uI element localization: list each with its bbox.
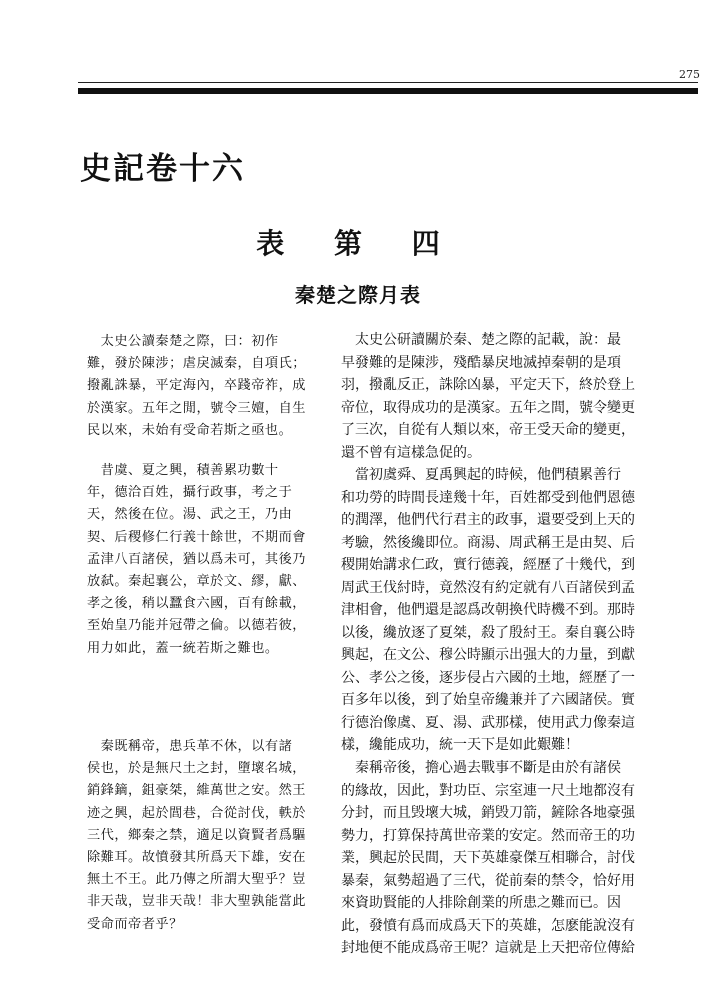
modern-paragraph-3 [341, 757, 635, 960]
text-line: 稷開始講求仁政，實行德義，經歷了十幾代，到 [341, 557, 635, 573]
text-line: 非天哉，豈非天哉！非大聖孰能當此 [87, 894, 306, 910]
text-line: 了三次，自從有人類以來，帝王受天命的變更， [341, 422, 635, 438]
text-line: 秦稱帝後，擔心過去戰事不斷是由於有諸侯 [341, 760, 621, 776]
text-line: 此，發憤有爲而成爲天下的英雄，怎麽能說沒有 [341, 917, 635, 934]
text-line: 公、孝公之後，逐步侵占六國的土地，經歷了一 [341, 669, 635, 686]
text-line: 早發難的是陳涉，殘酷暴戾地滅掉秦朝的是項 [341, 354, 621, 371]
text-line: 三代，鄉秦之禁，適足以資賢者爲驅 [87, 827, 306, 843]
text-line: 年，德洽百姓，攝行政事，考之于 [87, 485, 293, 501]
text-line: 於漢家。五年之閒，號令三嬗，自生 [87, 400, 306, 416]
header-rule-thick [78, 88, 698, 94]
text-line: 以後，纔放逐了夏桀，殺了殷紂王。秦自襄公時 [341, 624, 635, 641]
classical-paragraph-3 [87, 736, 306, 936]
text-line: 暴秦，氣勢超過了三代，從前秦的禁令，恰好用 [341, 872, 635, 889]
text-line: 的潤澤，他們代行君主的政事，還要受到上天的 [341, 512, 635, 528]
text-line: 撥亂誅暴，平定海內，卒踐帝祚，成 [87, 378, 306, 394]
text-line: 帝位，取得成功的是漢家。五年之間，號令變更 [341, 399, 635, 416]
text-line: 昔虞、夏之興，積善累功數十 [87, 463, 279, 478]
text-line: 興起，在文公、穆公時顯示出强大的力量，到獻 [341, 647, 635, 663]
text-line: 太史公讀秦楚之際，曰：初作 [87, 334, 279, 349]
text-line: 秦既稱帝，患兵革不休，以有諸 [87, 739, 293, 754]
text-line: 樣，纔能成功，統一天下是如此艱難！ [341, 737, 579, 753]
text-line: 考驗，然後纔即位。商湯、周武稱王是由契、后 [341, 534, 635, 551]
text-line: 除難耳。故憤發其所爲天下雄，安在 [87, 850, 306, 866]
text-line: 封地便不能成爲帝王呢？這就是上天把帝位傳給 [341, 940, 635, 956]
table-title: 秦楚之際月表 [295, 283, 421, 307]
text-line: 來資助賢能的人排除創業的所患之難而已。因 [341, 895, 621, 911]
text-line: 契、后稷修仁行義十餘世，不期而會 [87, 529, 306, 545]
text-line: 銷鋒鏑，鉏豪桀，維萬世之安。然王 [87, 783, 306, 799]
text-line: 孟津八百諸侯，猶以爲未可，其後乃 [87, 551, 306, 567]
text-line: 羽，撥亂反正，誅除凶暴，平定天下，終於登上 [341, 377, 635, 393]
text-line: 勢力，打算保持萬世帝業的安定。然而帝王的功 [341, 827, 635, 844]
text-line: 放弑。秦起襄公，章於文、繆，獻、 [87, 574, 306, 590]
text-line: 周武王伐紂時，竟然沒有約定就有八百諸侯到孟 [341, 579, 635, 596]
text-line: 民以來，未始有受命若斯之亟也。 [87, 422, 293, 438]
text-line: 和功勞的時間長達幾十年，百姓都受到他們恩德 [341, 489, 635, 506]
text-line: 分封，而且毁壞大城，銷毁刀箭，鏟除各地豪强 [341, 805, 635, 821]
text-line: 的緣故，因此，對功臣、宗室連一尺土地都沒有 [341, 782, 635, 799]
classical-paragraph-2 [87, 460, 306, 660]
text-line: 還不曾有這樣急促的。 [341, 444, 481, 461]
text-line: 百多年以後，到了始皇帝纔兼并了六國諸侯。實 [341, 692, 635, 708]
modern-paragraph-2 [341, 464, 635, 757]
text-line: 侯也，於是無尺土之封，墮壞名城， [87, 761, 306, 777]
text-line: 行德治像虞、夏、湯、武那樣，使用武力像秦這 [341, 714, 635, 731]
modern-paragraph-1 [341, 329, 635, 464]
text-line: 當初虞舜、夏禹興起的時候，他們積累善行 [341, 467, 621, 483]
text-line: 業，興起於民間，天下英雄豪傑互相聯合，討伐 [341, 850, 635, 866]
header-rule-thin [78, 82, 698, 83]
text-line: 孝之後，稍以蠶食六國，百有餘載， [87, 596, 306, 612]
text-line: 津相會，他們還是認爲改朝換代時機不到。那時 [341, 602, 635, 618]
page-number: 275 [679, 68, 700, 81]
classical-paragraph-1 [87, 331, 306, 442]
text-line: 天，然後在位。湯、武之王，乃由 [87, 507, 293, 523]
text-line: 難，發於陳涉；虐戾滅秦，自項氏； [87, 356, 306, 372]
text-line: 迹之興，起於閭巷，合從討伐，軼於 [87, 805, 306, 821]
text-line: 太史公研讀關於秦、楚之際的記載，說：最 [341, 332, 621, 348]
text-line: 受命而帝者乎？ [87, 916, 183, 932]
volume-title: 史記卷十六 [80, 151, 245, 187]
text-line: 用力如此，蓋一統若斯之難也。 [87, 640, 279, 656]
text-line: 至始皇乃能并冠帶之倫。以德若彼， [87, 618, 306, 634]
text-line: 無土不王。此乃傳之所謂大聖乎？豈 [87, 872, 306, 888]
section-title: 表 第 四 [256, 227, 460, 260]
